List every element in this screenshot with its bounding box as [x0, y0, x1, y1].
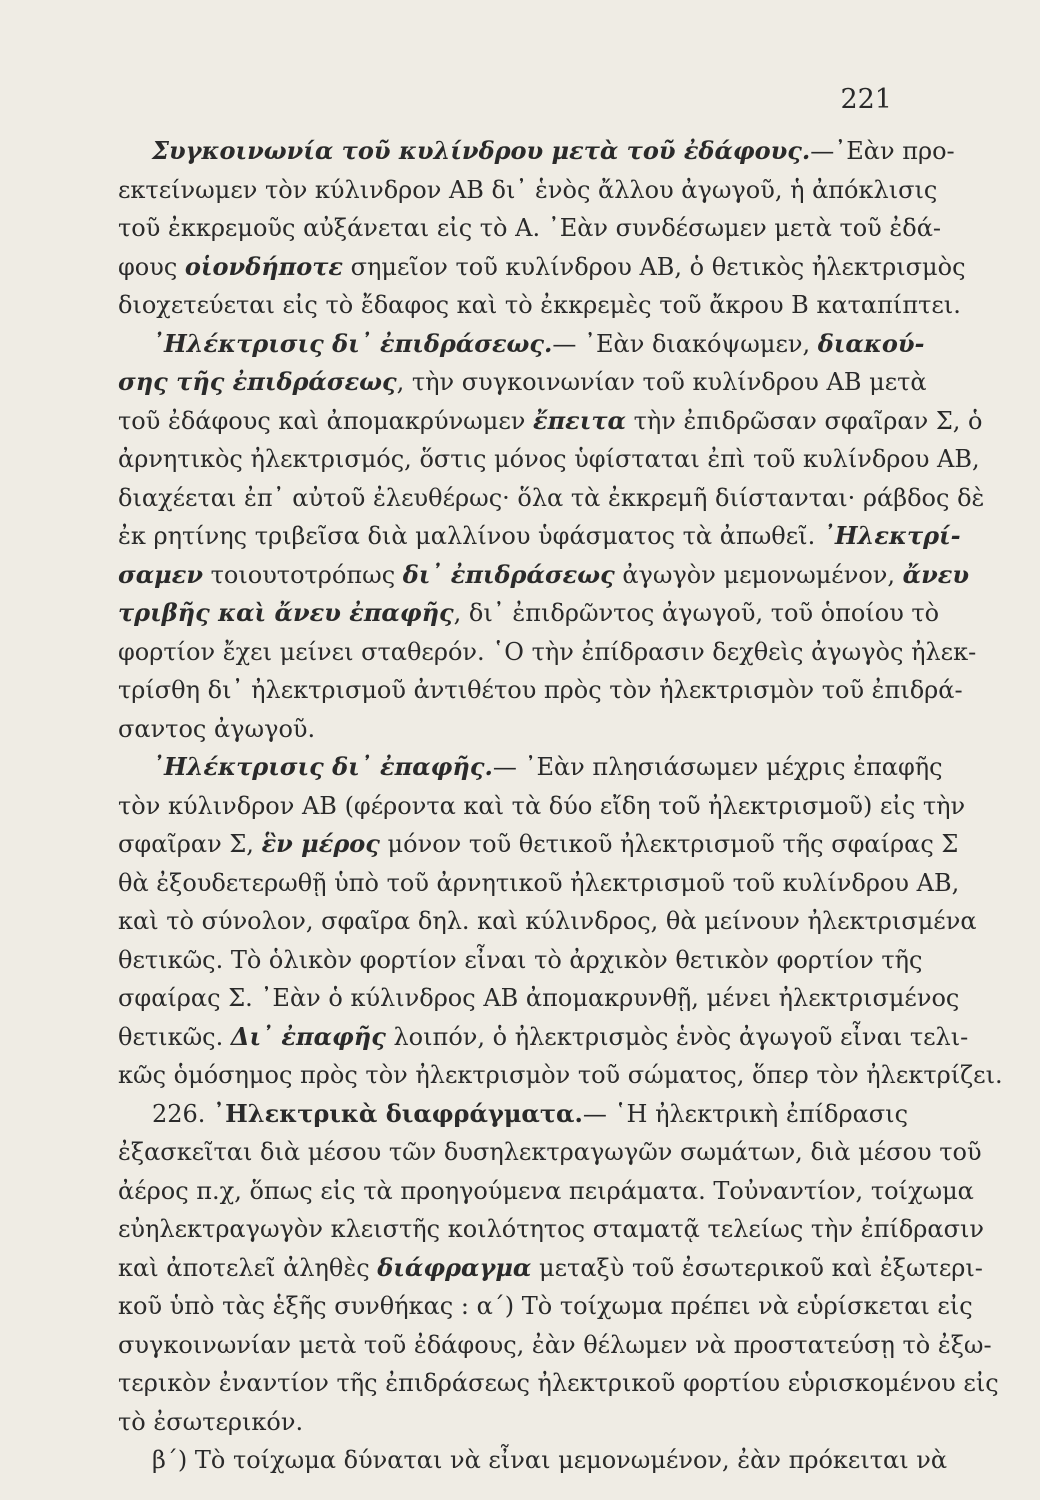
- text-line: [118, 633, 977, 672]
- text-segment: — ῾Η ἠλεκτρικὴ ἐπίδρασις: [582, 1099, 909, 1128]
- body-text: [118, 132, 1003, 1480]
- text-line: [118, 1095, 908, 1134]
- text-line: [118, 748, 943, 787]
- text-segment: τοῦ ἐδάφους καὶ ἀπομακρύνωμεν: [118, 406, 533, 435]
- text-line: [118, 1364, 999, 1403]
- text-segment: σημεῖον τοῦ κυλίνδρου ΑΒ, ὁ θετικὸς ἠλεκτρισμὸς: [342, 252, 966, 281]
- text-segment: τοῦ ἐκκρεμοῦς αὐξάνεται εἰς τὸ Α. ᾿Εὰν συνδέσωμεν μετὰ τοῦ ἐδά-: [118, 214, 942, 242]
- text-line: [118, 440, 980, 479]
- text-line: [118, 479, 985, 518]
- text-segment: τερικὸν ἐναντίον τῆς ἐπιδράσεως ἠλεκτρικοῦ φορτίου εὑρισκομένου εἰς: [118, 1369, 999, 1397]
- text-line: [118, 710, 908, 749]
- emphasis-text: Δι᾿ ἐπαφῆς: [230, 1021, 386, 1051]
- emphasis-text: δι᾿ ἐπιδράσεως: [402, 559, 615, 589]
- text-line: [118, 979, 960, 1018]
- text-line: [118, 1210, 984, 1249]
- text-segment: θετικῶς. Τὸ ὁλικὸν φορτίον εἶναι τὸ ἀρχικὸν θετικὸν φορτίον τῆς: [118, 945, 923, 974]
- text-segment: θετικῶς.: [118, 1022, 231, 1051]
- text-segment: μόνον τοῦ θετικοῦ ἠλεκτρισμοῦ τῆς σφαίρας Σ: [379, 830, 959, 858]
- text-segment: εὐηλεκτραγωγὸν κλειστῆς κοιλότητος σταματᾷ τελείως τὴν ἐπίδρασιν: [118, 1215, 984, 1243]
- text-line: [118, 1018, 969, 1057]
- text-line: [118, 825, 959, 864]
- text-segment: ἐκ ρητίνης τριβεῖσα διὰ μαλλίνου ὑφάσματος τὰ ἀπωθεῖ.: [118, 522, 823, 550]
- text-line: [118, 902, 977, 941]
- text-segment: τὸ ἐσωτερικόν.: [118, 1407, 304, 1436]
- text-segment: τρίσθη δι᾿ ἠλεκτρισμοῦ ἀντιθέτου πρὸς τὸν ἠλεκτρισμὸν τοῦ ἐπιδρά-: [118, 676, 963, 704]
- text-line: [118, 671, 963, 710]
- text-segment: εκτείνωμεν τὸν κύλινδρον ΑΒ δι᾿ ἑνὸς ἄλλου ἀγωγοῦ, ἡ ἀπόκλισις: [118, 175, 938, 204]
- text-segment: τὸν κύλινδρον ΑΒ (φέροντα καὶ τὰ δύο εἴδη τοῦ ἠλεκτρισμοῦ) εἰς τὴν: [118, 791, 966, 820]
- emphasis-text: σης τῆς ἐπιδράσεως: [118, 367, 397, 396]
- text-segment: καὶ τὸ σύνολον, σφαῖρα δηλ. καὶ κύλινδρος, θὰ μείνουν ἠλεκτρισμένα: [118, 907, 977, 935]
- emphasis-text: ᾿Ηλεκτρικὰ διαφράγματα.: [213, 1098, 583, 1128]
- text-segment: — ᾿Εὰν διακόψωμεν,: [552, 329, 818, 358]
- emphasis-text: ᾿Ηλεκτρί-: [822, 521, 961, 550]
- text-line: [118, 402, 983, 441]
- text-segment: 226.: [152, 1099, 214, 1128]
- emphasis-text: ἓν μέρος: [261, 829, 380, 858]
- text-line: [118, 556, 969, 595]
- text-segment: σαντος ἀγωγοῦ.: [118, 714, 316, 743]
- text-line: [118, 1133, 982, 1172]
- emphasis-text: ἄνευ: [902, 559, 969, 589]
- emphasis-text: ᾿Ηλέκτρισις δι᾿ ἐπιδράσεως.: [152, 328, 553, 358]
- page-number: 221: [840, 84, 892, 115]
- text-line: [118, 864, 960, 903]
- text-segment: β΄) Τὸ τοίχωμα δύναται νὰ εἶναι μεμονωμένον, ἐὰν πρόκειται νὰ: [152, 1446, 948, 1474]
- text-segment: κοῦ ὑπὸ τὰς ἑξῆς συνθήκας : α΄) Τὸ τοίχωμα πρέπει νὰ εὑρίσκεται εἰς: [118, 1292, 973, 1320]
- emphasis-text: ἔπειτα: [532, 405, 626, 435]
- text-line: [118, 209, 942, 248]
- text-segment: ἀρνητικὸς ἠλεκτρισμός, ὅστις μόνος ὑφίσταται ἐπὶ τοῦ κυλίνδρου ΑΒ,: [118, 445, 980, 473]
- text-segment: σφαίρας Σ. ᾿Εὰν ὁ κύλινδρος ΑΒ ἀπομακρυνθῇ, μένει ἠλεκτρισμένος: [118, 984, 960, 1012]
- text-segment: τὴν ἐπιδρῶσαν σφαῖραν Σ, ὁ: [625, 406, 983, 435]
- emphasis-text: διακού-: [817, 328, 925, 358]
- text-segment: , τὴν συγκοινωνίαν τοῦ κυλίνδρου ΑΒ μετὰ: [396, 368, 927, 396]
- text-segment: ἐξασκεῖται διὰ μέσου τῶν δυσηλεκτραγωγῶν σωμάτων, διὰ μέσου τοῦ: [118, 1138, 982, 1166]
- text-segment: ἀέρος π.χ, ὅπως εἰς τὰ προηγούμενα πειράματα. Τοὐναντίον, τοίχωμα: [118, 1176, 974, 1205]
- text-segment: φορτίον ἔχει μείνει σταθερόν. ῾Ο τὴν ἐπίδρασιν δεχθεὶς ἀγωγὸς ἠλεκ-: [118, 637, 977, 666]
- text-segment: λοιπόν, ὁ ἠλεκτρισμὸς ἑνὸς ἀγωγοῦ εἶναι τελι-: [385, 1022, 969, 1051]
- text-line: [118, 1287, 973, 1326]
- text-segment: διοχετεύεται εἰς τὸ ἔδαφος καὶ τὸ ἐκκρεμὲς τοῦ ἄκρου Β καταπίπτει.: [118, 291, 961, 319]
- text-line: [118, 941, 923, 980]
- text-segment: κῶς ὁμόσημος πρὸς τὸν ἠλεκτρισμὸν τοῦ σώματος, ὅπερ τὸν ἠλεκτρίζει.: [118, 1061, 1003, 1089]
- text-line: [118, 1249, 983, 1288]
- text-segment: —᾿Εὰν προ-: [810, 137, 955, 165]
- text-segment: φους: [118, 252, 185, 281]
- text-line: [118, 132, 955, 171]
- text-segment: καὶ ἀποτελεῖ ἀληθὲς: [118, 1253, 378, 1282]
- text-segment: — ᾿Εὰν πλησιάσωμεν μέχρις ἐπαφῆς: [492, 753, 943, 781]
- text-line: [118, 1326, 992, 1365]
- text-line: [118, 363, 927, 402]
- text-segment: μεταξὺ τοῦ ἐσωτερικοῦ καὶ ἐξωτερι-: [531, 1253, 983, 1282]
- text-segment: συγκοινωνίαν μετὰ τοῦ ἐδάφους, ἐὰν θέλωμεν νὰ προστατεύσῃ τὸ ἐξω-: [118, 1330, 992, 1359]
- emphasis-text: σαμεν: [118, 559, 203, 589]
- text-line: [118, 286, 961, 325]
- emphasis-text: διάφραγμα: [377, 1252, 532, 1282]
- text-segment: θὰ ἐξουδετερωθῇ ὑπὸ τοῦ ἀρνητικοῦ ἠλεκτρισμοῦ τοῦ κυλίνδρου ΑΒ,: [118, 868, 960, 897]
- text-segment: , δι᾿ ἐπιδρῶντος ἀγωγοῦ, τοῦ ὁποίου τὸ: [453, 599, 940, 627]
- emphasis-text: ᾿Ηλέκτρισις δι᾿ ἐπαφῆς.: [152, 752, 493, 781]
- emphasis-text: Συγκοινωνία τοῦ κυλίνδρου μετὰ τοῦ ἐδάφους.: [152, 136, 811, 165]
- text-line: [118, 1172, 974, 1211]
- text-line: [118, 248, 966, 287]
- text-line: [118, 1441, 948, 1480]
- text-line: [118, 325, 925, 364]
- text-line: [118, 171, 938, 210]
- emphasis-text: τριβῆς καὶ ἄνευ ἐπαφῆς: [118, 598, 454, 627]
- text-line: [118, 1056, 1003, 1095]
- text-segment: διαχέεται ἐπ᾿ αὐτοῦ ἐλευθέρως· ὅλα τὰ ἐκκρεμῆ διίστανται· ράβδος δὲ: [118, 483, 985, 512]
- text-segment: ἀγωγὸν μεμονωμένον,: [614, 560, 903, 589]
- emphasis-text: οἱονδήποτε: [184, 251, 343, 281]
- text-line: [118, 1403, 908, 1442]
- text-line: [118, 517, 961, 556]
- text-line: [118, 787, 966, 826]
- text-line: [118, 594, 940, 633]
- text-segment: σφαῖραν Σ,: [118, 830, 262, 858]
- text-segment: τοιουτοτρόπως: [202, 560, 403, 589]
